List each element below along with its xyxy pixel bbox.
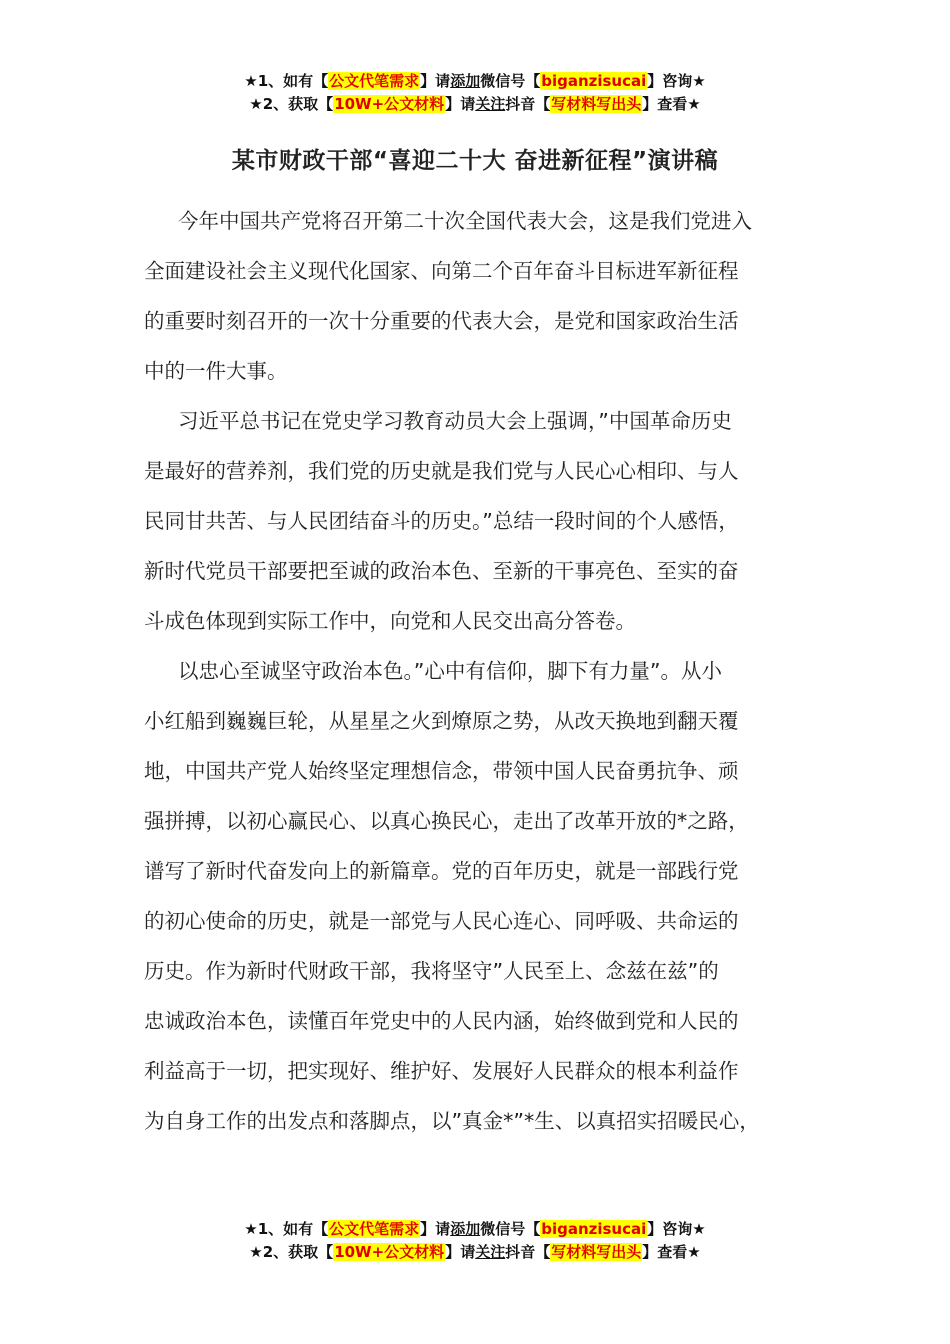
notice-text: 】查看★ xyxy=(642,95,701,113)
notice-emphasis: 添加 xyxy=(450,72,481,90)
highlight-wechat-id: biganzisucai xyxy=(541,72,647,90)
notice-text: 】请 xyxy=(445,95,476,113)
notice-text: 抖音【 xyxy=(505,95,551,113)
notice-text: 】请 xyxy=(420,72,451,90)
highlight-wechat-id: biganzisucai xyxy=(541,1220,647,1238)
highlight-materials: 10W+公文材料 xyxy=(334,1243,445,1261)
body-line: 新时代党员干部要把至诚的政治本色、至新的干事亮色、至实的奋 xyxy=(144,559,739,583)
body-line: 强拼搏，以初心赢民心、以真心换民心，走出了改革开放的*之路， xyxy=(144,809,749,833)
notice-line-2 xyxy=(0,93,950,116)
notice-text: 微信号【 xyxy=(480,72,541,90)
body-line: 习近平总书记在党史学习教育动员大会上强调，”中国革命历史 xyxy=(178,409,732,433)
notice-line-1 xyxy=(0,70,950,93)
body-line: 历史。作为新时代财政干部，我将坚守”人民至上、念兹在兹”的 xyxy=(144,959,719,983)
notice-text: 】查看★ xyxy=(642,1243,701,1261)
body-line: 利益高于一切，把实现好、维护好、发展好人民群众的根本利益作 xyxy=(144,1059,739,1083)
highlight-service: 公文代笔需求 xyxy=(329,72,420,90)
notice-text: 抖音【 xyxy=(505,1243,551,1261)
notice-text: ★1、如有【 xyxy=(244,72,329,90)
highlight-douyin-account: 写材料写出头 xyxy=(551,1243,642,1261)
notice-line-1 xyxy=(0,1218,950,1241)
notice-emphasis: 关注 xyxy=(475,1243,506,1261)
body-line: 中的一件大事。 xyxy=(144,359,288,383)
notice-text: ★2、获取【 xyxy=(249,95,334,113)
body-line: 是最好的营养剂，我们党的历史就是我们党与人民心心相印、与人 xyxy=(144,459,739,483)
body-line: 忠诚政治本色，读懂百年党史中的人民内涵，始终做到党和人民的 xyxy=(144,1009,739,1033)
body-line: 民同甘共苦、与人民团结奋斗的历史。”总结一段时间的个人感悟， xyxy=(144,509,739,533)
body-line: 以忠心至诚坚守政治本色。”心中有信仰，脚下有力量”。从小 xyxy=(178,659,722,683)
body-line: 全面建设社会主义现代化国家、向第二个百年奋斗目标进军新征程 xyxy=(144,259,739,283)
body-line: 斗成色体现到实际工作中，向党和人民交出高分答卷。 xyxy=(144,609,636,633)
footer-notice xyxy=(0,1218,950,1264)
notice-text: 】请 xyxy=(420,1220,451,1238)
document-title: 某市财政干部“喜迎二十大 奋进新征程”演讲稿 xyxy=(231,148,719,174)
notice-text: ★2、获取【 xyxy=(249,1243,334,1261)
highlight-materials: 10W+公文材料 xyxy=(334,95,445,113)
notice-line-2 xyxy=(0,1241,950,1264)
body-line: 的初心使命的历史，就是一部党与人民心连心、同呼吸、共命运的 xyxy=(144,909,739,933)
notice-text: 】咨询★ xyxy=(647,1220,706,1238)
body-line: 今年中国共产党将召开第二十次全国代表大会，这是我们党进入 xyxy=(178,209,752,233)
highlight-service: 公文代笔需求 xyxy=(329,1220,420,1238)
highlight-douyin-account: 写材料写出头 xyxy=(551,95,642,113)
notice-emphasis: 关注 xyxy=(475,95,506,113)
body-line: 小红船到巍巍巨轮，从星星之火到燎原之势，从改天换地到翻天覆 xyxy=(144,709,739,733)
notice-text: 】请 xyxy=(445,1243,476,1261)
notice-text: 微信号【 xyxy=(480,1220,541,1238)
notice-text: ★1、如有【 xyxy=(244,1220,329,1238)
body-line: 为自身工作的出发点和落脚点，以”真金*”*生、以真招实招暖民心， xyxy=(144,1109,760,1133)
body-line: 的重要时刻召开的一次十分重要的代表大会，是党和国家政治生活 xyxy=(144,309,739,333)
body-line: 地，中国共产党人始终坚定理想信念，带领中国人民奋勇抗争、顽 xyxy=(144,759,739,783)
header-notice xyxy=(0,70,950,116)
notice-emphasis: 添加 xyxy=(450,1220,481,1238)
notice-text: 】咨询★ xyxy=(647,72,706,90)
document-body xyxy=(144,196,816,1146)
body-line: 谱写了新时代奋发向上的新篇章。党的百年历史，就是一部践行党 xyxy=(144,859,739,883)
